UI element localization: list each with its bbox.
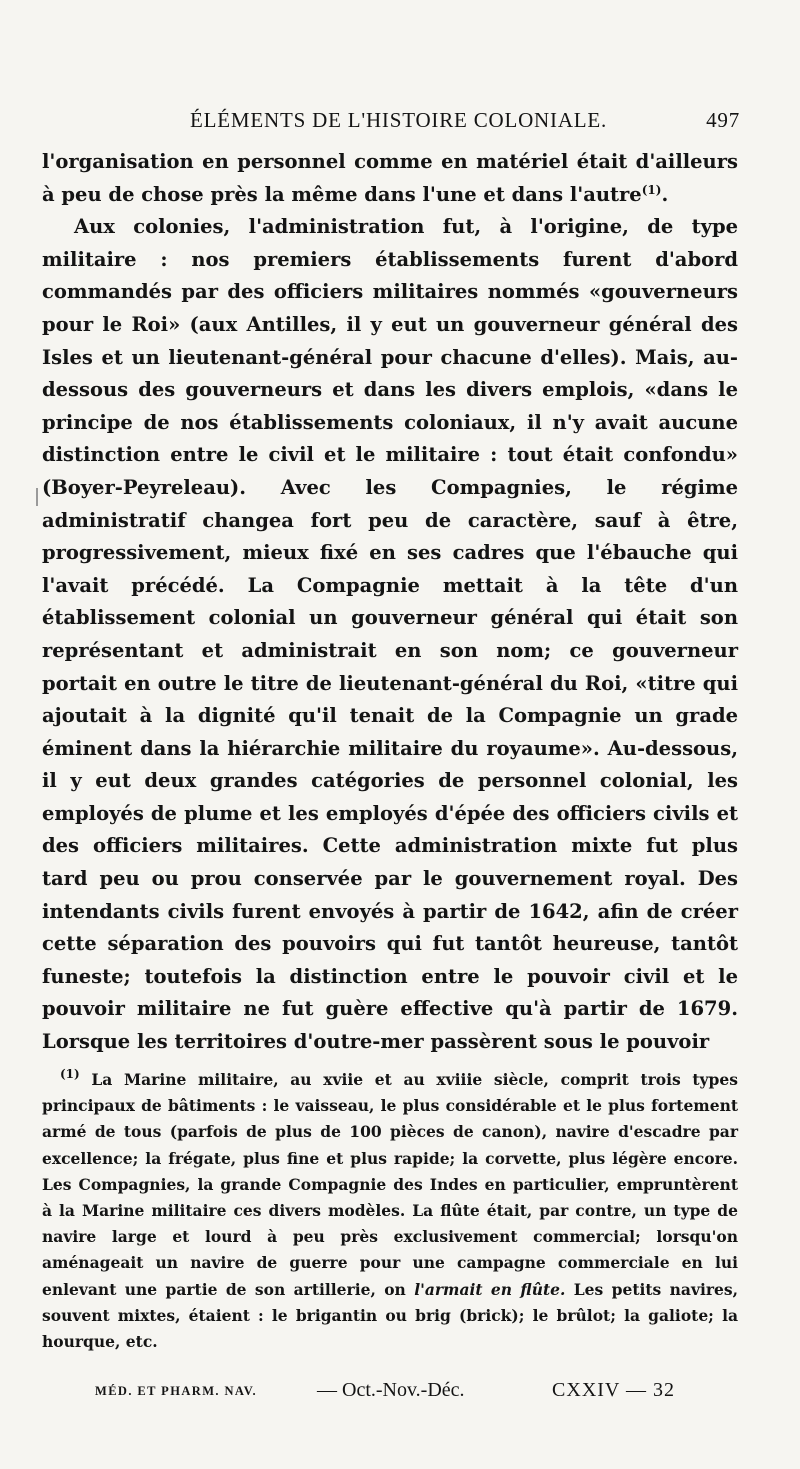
volume-signature: CXXIV — 32 xyxy=(552,1379,675,1401)
issue-signature: — Oct.-Nov.-Déc. xyxy=(317,1379,465,1401)
paragraph-2: Aux colonies, l'administration fut, à l'origine, de type militaire : nos premiers établissements furent d'abord commandés par des officiers militaires nommés «gouverneurs pour le Roi» (aux Antilles, il y eut un gouverneur général des Isles et un lieutenant-général pour chacune d'elles). Mais, au-dessous des gouverneurs et dans les divers emplois, «dans le principe de nos établissements coloniaux, il n'y avait aucune distinction entre le civil et le militaire : tout était confondu» (Boyer-Peyreleau). Avec les Compagnies, le régime administratif changea fort peu de caractère, sauf à être, progressivement, mieux fixé en ses cadres que l'ébauche qui l'avait précédé. La Compagnie mettait à la tête d'un établissement colonial un gouverneur général qui était son représentant et administrait en son nom; ce gouverneur portait en outre le titre de lieutenant-général du Roi, «titre qui ajoutait à la dignité qu'il tenait de la Compagnie un grade éminent dans la hiérarchie militaire du royaume». Au-dessous, il y eut deux grandes catégories de personnel colonial, les employés de plume et les employés d'épée des officiers civils et des officiers militaires. Cette administration mixte fut plus tard peu ou prou conservée par le gouvernement royal. Des intendants civils furent envoyés à partir de 1642, afin de créer cette séparation des pouvoirs qui fut tantôt heureuse, tantôt funeste; toutefois la distinction entre le pouvoir civil et le pouvoir militaire ne fut guère effective qu'à partir de 1679. Lorsque les territoires d'outre-mer passèrent sous le pouvoir xyxy=(42,215,738,1054)
footnote-paragraph xyxy=(42,1067,738,1355)
footnote-reference: (1) xyxy=(641,182,662,197)
footnote-text-b: Les petits navires, souvent mixtes, étaient : le brigantin ou brig (brick); le brûlot; la galiote; la hourque, etc. xyxy=(42,1279,738,1352)
page-footer xyxy=(95,1379,675,1409)
body-text xyxy=(42,146,738,1059)
page-header xyxy=(190,108,740,138)
footnote-marker: (1) xyxy=(60,1067,80,1081)
footnote-text-a: La Marine militaire, au xviie et au xviiie siècle, comprit trois types principaux de bâtiments : le vaisseau, le plus considérable et le plus fortement armé de tous (parfois de plus de 100 pièces de canon), navire d'escadre par excellence; la frégate, plus fine et plus rapide; la corvette, plus légère encore. Les Compagnies, la grande Compagnie des Indes en particulier, empruntèrent à la Marine militaire ces divers modèles. La flûte était, par contre, un type de navire large et lourd à peu près exclusivement commercial; lorsqu'on aménageait un navire de guerre pour une campagne commerciale en lui enlevant une partie de son artillerie, on xyxy=(42,1070,738,1299)
paragraph-1-text: l'organisation en personnel comme en matériel était d'ailleurs à peu de chose près la même dans l'une et dans l'autre xyxy=(42,150,738,206)
running-title: ÉLÉMENTS DE L'HISTOIRE COLONIALE. xyxy=(190,108,608,132)
journal-signature: MÉD. ET PHARM. NAV. xyxy=(95,1384,258,1398)
footnote-italic: l'armait en flûte. xyxy=(414,1279,566,1299)
paragraph-1-end: . xyxy=(661,182,669,206)
margin-mark xyxy=(36,488,38,506)
footnote xyxy=(42,1067,738,1355)
page-number: 497 xyxy=(706,108,740,132)
paragraph-continued xyxy=(42,146,738,211)
